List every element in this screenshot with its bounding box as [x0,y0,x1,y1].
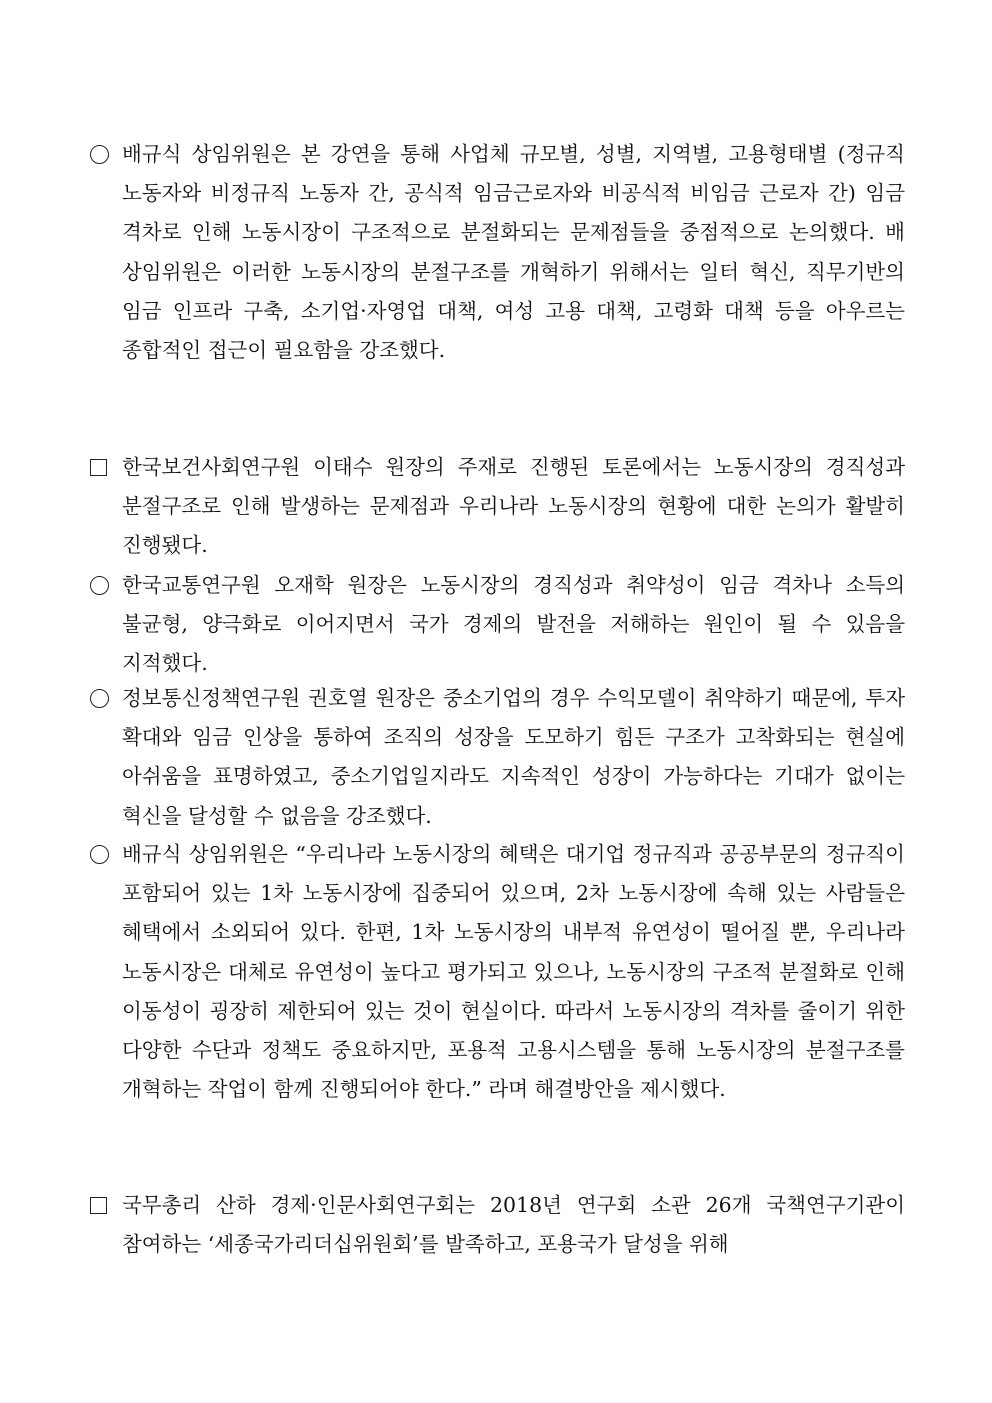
circle-bullet-icon [90,566,120,605]
paragraph [90,566,905,684]
paragraph [90,1186,905,1264]
paragraph [90,835,905,1109]
paragraph-text: 한국보건사회연구원 이태수 원장의 주재로 진행된 토론에서는 노동시장의 경직성과 분절구조로 인해 발생하는 문제점과 우리나라 노동시장의 현황에 대한 논의가 활발히 진행됐다. [122,455,905,558]
circle-bullet-icon [90,679,120,718]
paragraph-text: 배규식 상임위원은 본 강연을 통해 사업체 규모별, 성별, 지역별, 고용형태별 (정규직 노동자와 비정규직 노동자 간, 공식적 임금근로자와 비공식적 비임금 근로자 간) 임금 격차로 인해 노동시장이 구조적으로 분절화되는 문제점들을 중점적으로 논의했다. 배 상임위원은 이러한 노동시장의 분절구조를 개혁하기 위해서는 일터 혁신, 직무기반의 임금 인프라 구축, 소기업·자영업 대책, 여성 고용 대책, 고령화 대책 등을 아우르는 종합적인 접근이 필요함을 강조했다. [122,142,905,363]
square-bullet-icon [90,448,120,487]
paragraph-text: 국무총리 산하 경제·인문사회연구회는 2018년 연구회 소관 26개 국책연구기관이 참여하는 ‘세종국가리더십위원회’를 발족하고, 포용국가 달성을 위해 [122,1193,905,1257]
circle-bullet-icon [90,135,120,174]
paragraph-text: 배규식 상임위원은 “우리나라 노동시장의 혜택은 대기업 정규직과 공공부문의 정규직이 포함되어 있는 1차 노동시장에 집중되어 있으며, 2차 노동시장에 속해 있는 사람들은 혜택에서 소외되어 있다. 한편, 1차 노동시장의 내부적 유연성이 떨어질 뿐, 우리나라 노동시장은 대체로 유연성이 높다고 평가되고 있으나, 노동시장의 구조적 분절화로 인해 이동성이 굉장히 제한되어 있는 것이 현실이다. 따라서 노동시장의 격차를 줄이기 위한 다양한 수단과 정책도 중요하지만, 포용적 고용시스템을 통해 노동시장의 분절구조를 개혁하는 작업이 함께 진행되어야 한다.” 라며 해결방안을 제시했다. [122,842,905,1102]
paragraph [90,448,905,566]
circle-bullet-icon [90,835,120,874]
paragraph-text: 한국교통연구원 오재학 원장은 노동시장의 경직성과 취약성이 임금 격차나 소득의 불균형, 양극화로 이어지면서 국가 경제의 발전을 저해하는 원인이 될 수 있음을 지적했다. [122,573,905,676]
paragraph [90,679,905,836]
paragraph [90,135,905,370]
paragraph-text: 정보통신정책연구원 권호열 원장은 중소기업의 경우 수익모델이 취약하기 때문에, 투자 확대와 임금 인상을 통하여 조직의 성장을 도모하기 힘든 구조가 고착화되는 현실에 아쉬움을 표명하였고, 중소기업일지라도 지속적인 성장이 가능하다는 기대가 없이는 혁신을 달성할 수 없음을 강조했다. [122,686,905,828]
square-bullet-icon [90,1186,120,1225]
